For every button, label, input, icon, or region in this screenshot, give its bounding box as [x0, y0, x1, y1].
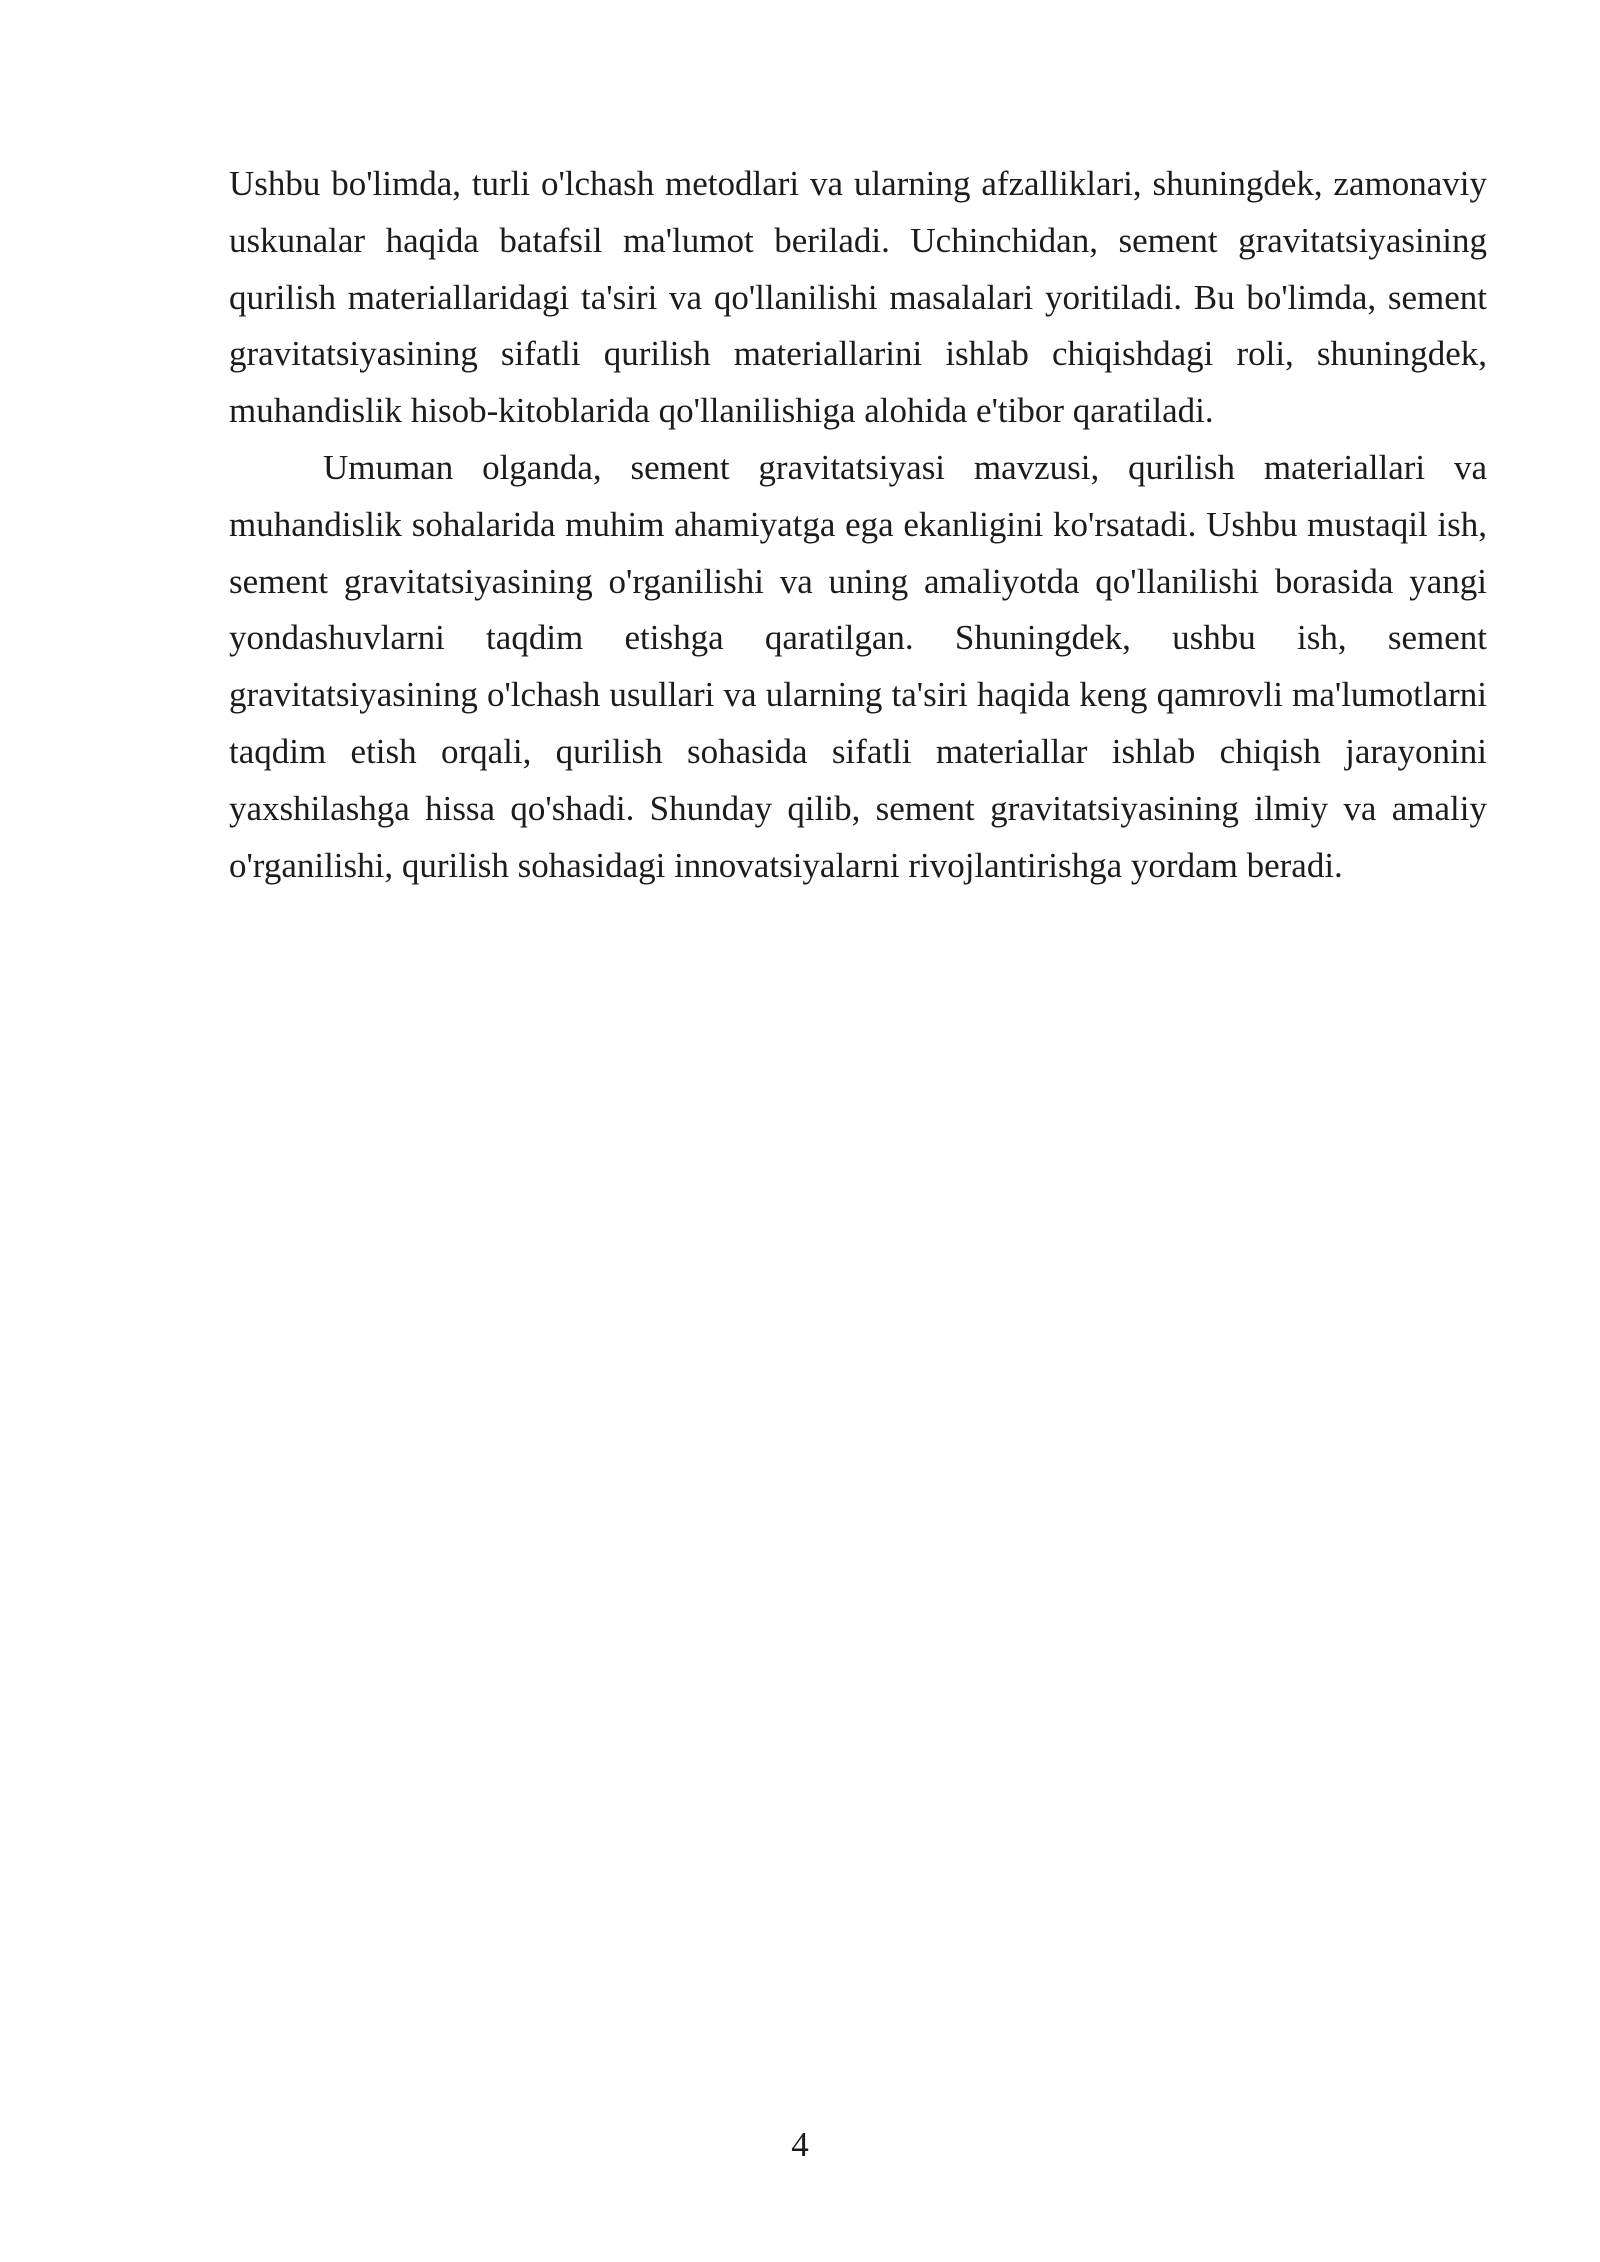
page-number: 4	[791, 2125, 809, 2164]
body-text	[229, 156, 1487, 894]
paragraph-conclusion: Umuman olganda, sement gravitatsiyasi mavzusi, qurilish materiallari va muhandislik sohalarida muhim ahamiyatga ega ekanligini ko'rsatadi. Ushbu mustaqil ish, sement gravitatsiyasining o'rganilishi va uning amaliyotda qo'llanilishi borasida yangi yondashuvlarni taqdim etishga qaratilgan. Shuningdek, ushbu ish, sement gravitatsiyasining o'lchash usullari va ularning ta'siri haqida keng qamrovli ma'lumotlarni taqdim etish orqali, qurilish sohasida sifatli materiallar ishlab chiqish jarayonini yaxshilashga hissa qo'shadi. Shunday qilib, sement gravitatsiyasining ilmiy va amaliy o'rganilishi, qurilish sohasidagi innovatsiyalarni rivojlantirishga yordam beradi.	[229, 447, 1487, 885]
paragraph-continued: Ushbu bo'limda, turli o'lchash metodlari va ularning afzalliklari, shuningdek, zamonaviy uskunalar haqida batafsil ma'lumot beriladi. Uchinchidan, sement gravitatsiyasining qurilish materiallaridagi ta'siri va qo'llanilishi masalalari yoritiladi. Bu bo'limda, sement gravitatsiyasining sifatli qurilish materiallarini ishlab chiqishdagi roli, shuningdek, muhandislik hisob-kitoblarida qo'llanilishiga alohida e'tibor qaratiladi.	[229, 164, 1487, 431]
